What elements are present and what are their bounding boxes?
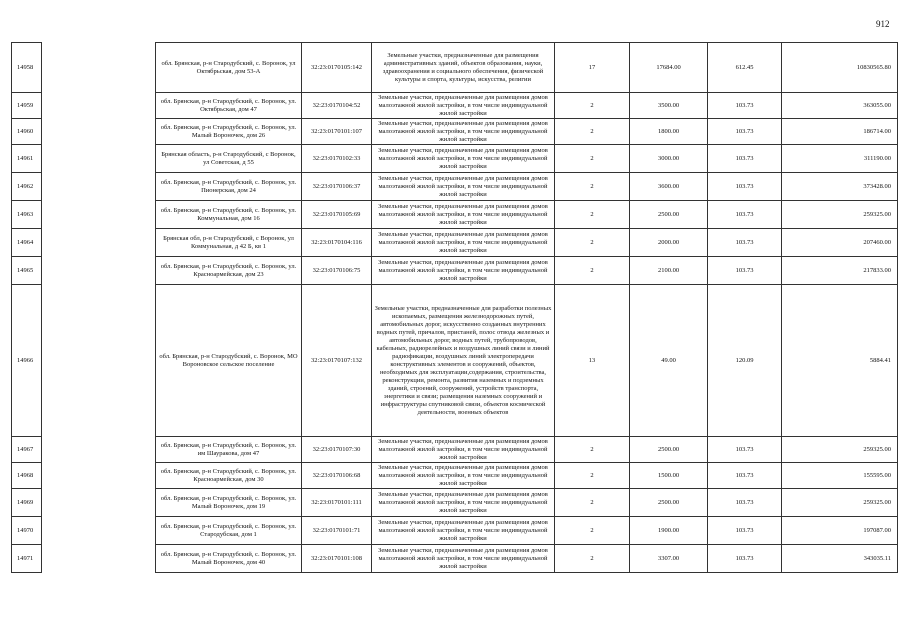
area-cell: 3600.00 [630,173,708,201]
spacer-cell [42,229,156,257]
address-cell: обл. Брянская, р-н Стародубский, с. Воронок, ул. Октябрьская, дом 47 [156,93,302,119]
cadastral-number-cell: 32:23:0170106:37 [302,173,372,201]
address-cell: обл. Брянская, р-н Стародубский, с. Воронок, МО Вороновское сельское поселение [156,285,302,437]
row-number: 14970 [12,517,42,545]
specific-value-cell: 103.73 [708,489,782,517]
use-group-cell: 2 [555,545,630,573]
table-row [12,437,898,463]
row-number: 14966 [12,285,42,437]
cadastral-value-cell: 5884.41 [782,285,898,437]
address-cell: обл. Брянская, р-н Стародубский, с. Воронок, ул. Малый Вороночек, дом 26 [156,119,302,145]
use-group-cell: 2 [555,489,630,517]
use-group-cell: 2 [555,119,630,145]
land-use-cell: Земельные участки, предназначенные для размещения домов малоэтажной жилой застройки, в том числе индивидуальной жилой застройки [372,93,555,119]
use-group-cell: 2 [555,93,630,119]
use-group-cell: 2 [555,437,630,463]
cadastral-number-cell: 32:23:0170106:68 [302,463,372,489]
spacer-cell [42,257,156,285]
area-cell: 2000.00 [630,229,708,257]
spacer-cell [42,145,156,173]
spacer-cell [42,173,156,201]
table-row [12,229,898,257]
spacer-cell [42,93,156,119]
specific-value-cell: 103.73 [708,257,782,285]
area-cell: 2100.00 [630,257,708,285]
use-group-cell: 2 [555,201,630,229]
land-use-cell: Земельные участки, предназначенные для размещения домов малоэтажной жилой застройки, в том числе индивидуальной жилой застройки [372,545,555,573]
table-row [12,173,898,201]
cadastral-number-cell: 32:23:0170101:108 [302,545,372,573]
specific-value-cell: 103.73 [708,229,782,257]
specific-value-cell: 103.73 [708,517,782,545]
land-use-cell: Земельные участки, предназначенные для размещения домов малоэтажной жилой застройки, в том числе индивидуальной жилой застройки [372,517,555,545]
specific-value-cell: 103.73 [708,437,782,463]
area-cell: 17684.00 [630,43,708,93]
row-number: 14963 [12,201,42,229]
cadastral-value-cell: 363055.00 [782,93,898,119]
table-row [12,93,898,119]
use-group-cell: 2 [555,517,630,545]
cadastral-number-cell: 32:23:0170105:69 [302,201,372,229]
cadastral-value-cell: 259325.00 [782,437,898,463]
use-group-cell: 2 [555,145,630,173]
cadastral-value-cell: 373428.00 [782,173,898,201]
specific-value-cell: 612.45 [708,43,782,93]
table-row [12,517,898,545]
land-use-cell: Земельные участки, предназначенные для размещения административных зданий, объектов образования, науки, здравоохранения и социального обеспечения, физической культуры и спорта, культуры, искусства, религии [372,43,555,93]
row-number: 14959 [12,93,42,119]
row-number: 14968 [12,463,42,489]
use-group-cell: 2 [555,257,630,285]
land-use-cell: Земельные участки, предназначенные для разработки полезных ископаемых, размещения железнодорожных путей, автомобильных дорог, искусственно созданных внутренних водных путей, причалов, пристаней, полос отвода железных и автомобильных дорог, водных путей, трубопроводов, кабельных, радиорелейных и воздушных линий связи и линий радиофикации, воздушных линий электропередачи конструктивных элементов и сооружений, объектов, необходимых для эксплуатации,содержания, строительства, реконструкции, ремонта, развития наземных и подземных зданий, строений, сооружений, устройств транспорта, энергетики и связи; размещения наземных сооружений и инфраструктуры спутниковой связи, объектов космической деятельности, военных объектов [372,285,555,437]
address-cell: обл. Брянская, р-н Стародубский, с. Воронок, ул. Стародубская, дом 1 [156,517,302,545]
address-cell: обл. Брянская, р-н Стародубский, с. Воронок, ул. Красноармейская, дом 23 [156,257,302,285]
cadastral-value-table [11,42,898,573]
cadastral-number-cell: 32:23:0170101:107 [302,119,372,145]
spacer-cell [42,43,156,93]
use-group-cell: 2 [555,229,630,257]
specific-value-cell: 103.73 [708,145,782,173]
table-row [12,489,898,517]
table-row [12,463,898,489]
cadastral-value-cell: 311190.00 [782,145,898,173]
specific-value-cell: 103.73 [708,119,782,145]
page-number: 912 [876,19,890,29]
area-cell: 49.00 [630,285,708,437]
address-cell: Брянская область, р-н Стародубский, с Воронок, ул Советская, д 55 [156,145,302,173]
use-group-cell: 17 [555,43,630,93]
spacer-cell [42,119,156,145]
cadastral-number-cell: 32:23:0170101:111 [302,489,372,517]
specific-value-cell: 120.09 [708,285,782,437]
table-row [12,285,898,437]
area-cell: 3307.00 [630,545,708,573]
table-row [12,257,898,285]
spacer-cell [42,545,156,573]
cadastral-value-cell: 197087.00 [782,517,898,545]
row-number: 14958 [12,43,42,93]
area-cell: 1800.00 [630,119,708,145]
specific-value-cell: 103.73 [708,93,782,119]
cadastral-value-cell: 259325.00 [782,489,898,517]
cadastral-number-cell: 32:23:0170107:30 [302,437,372,463]
land-use-cell: Земельные участки, предназначенные для размещения домов малоэтажной жилой застройки, в том числе индивидуальной жилой застройки [372,173,555,201]
cadastral-number-cell: 32:23:0170104:52 [302,93,372,119]
land-use-cell: Земельные участки, предназначенные для размещения домов малоэтажной жилой застройки, в том числе индивидуальной жилой застройки [372,463,555,489]
specific-value-cell: 103.73 [708,201,782,229]
area-cell: 1900.00 [630,517,708,545]
row-number: 14960 [12,119,42,145]
area-cell: 2500.00 [630,201,708,229]
area-cell: 2500.00 [630,437,708,463]
table-row [12,119,898,145]
specific-value-cell: 103.73 [708,463,782,489]
address-cell: Брянская обл, р-н Стародубский, с Воронок, ул Коммунальная, д 42 Б, кв 1 [156,229,302,257]
spacer-cell [42,285,156,437]
cadastral-number-cell: 32:23:0170106:75 [302,257,372,285]
cadastral-number-cell: 32:23:0170102:33 [302,145,372,173]
row-number: 14971 [12,545,42,573]
cadastral-number-cell: 32:23:0170101:71 [302,517,372,545]
spacer-cell [42,463,156,489]
address-cell: обл. Брянская, р-н Стародубский, с. Воронок, ул. им Шауракова, дом 47 [156,437,302,463]
land-use-cell: Земельные участки, предназначенные для размещения домов малоэтажной жилой застройки, в том числе индивидуальной жилой застройки [372,145,555,173]
cadastral-value-cell: 259325.00 [782,201,898,229]
area-cell: 3000.00 [630,145,708,173]
address-cell: обл. Брянская, р-н Стародубский, с. Воронок, ул. Малый Вороночек, дом 19 [156,489,302,517]
land-use-cell: Земельные участки, предназначенные для размещения домов малоэтажной жилой застройки, в том числе индивидуальной жилой застройки [372,257,555,285]
cadastral-value-cell: 207460.00 [782,229,898,257]
table-row [12,545,898,573]
spacer-cell [42,517,156,545]
land-use-cell: Земельные участки, предназначенные для размещения домов малоэтажной жилой застройки, в том числе индивидуальной жилой застройки [372,201,555,229]
land-use-cell: Земельные участки, предназначенные для размещения домов малоэтажной жилой застройки, в том числе индивидуальной жилой застройки [372,437,555,463]
address-cell: обл. Брянская, р-н Стародубский, с. Воронок, ул. Красноармейская, дом 30 [156,463,302,489]
row-number: 14965 [12,257,42,285]
spacer-cell [42,201,156,229]
address-cell: обл. Брянская, р-н Стародубский, с. Воронок, ул Октябрьская, дом 53-А [156,43,302,93]
spacer-cell [42,437,156,463]
land-use-cell: Земельные участки, предназначенные для размещения домов малоэтажной жилой застройки, в том числе индивидуальной жилой застройки [372,489,555,517]
cadastral-value-cell: 10830565.80 [782,43,898,93]
cadastral-number-cell: 32:23:0170105:142 [302,43,372,93]
table-row [12,201,898,229]
land-use-cell: Земельные участки, предназначенные для размещения домов малоэтажной жилой застройки, в том числе индивидуальной жилой застройки [372,229,555,257]
row-number: 14962 [12,173,42,201]
table-row [12,43,898,93]
area-cell: 1500.00 [630,463,708,489]
land-use-cell: Земельные участки, предназначенные для размещения домов малоэтажной жилой застройки, в том числе индивидуальной жилой застройки [372,119,555,145]
address-cell: обл. Брянская, р-н Стародубский, с. Воронок, ул. Пионерская, дом 24 [156,173,302,201]
cadastral-value-cell: 155595.00 [782,463,898,489]
use-group-cell: 13 [555,285,630,437]
address-cell: обл. Брянская, р-н Стародубский, с. Воронок, ул. Коммунальная, дом 16 [156,201,302,229]
spacer-cell [42,489,156,517]
row-number: 14961 [12,145,42,173]
cadastral-value-cell: 186714.00 [782,119,898,145]
row-number: 14967 [12,437,42,463]
area-cell: 3500.00 [630,93,708,119]
specific-value-cell: 103.73 [708,173,782,201]
cadastral-number-cell: 32:23:0170107:132 [302,285,372,437]
table-row [12,145,898,173]
cadastral-value-cell: 343035.11 [782,545,898,573]
row-number: 14969 [12,489,42,517]
cadastral-value-cell: 217833.00 [782,257,898,285]
row-number: 14964 [12,229,42,257]
cadastral-number-cell: 32:23:0170104:116 [302,229,372,257]
address-cell: обл. Брянская, р-н Стародубский, с. Воронок, ул. Малый Вороночек, дом 40 [156,545,302,573]
use-group-cell: 2 [555,173,630,201]
use-group-cell: 2 [555,463,630,489]
specific-value-cell: 103.73 [708,545,782,573]
area-cell: 2500.00 [630,489,708,517]
